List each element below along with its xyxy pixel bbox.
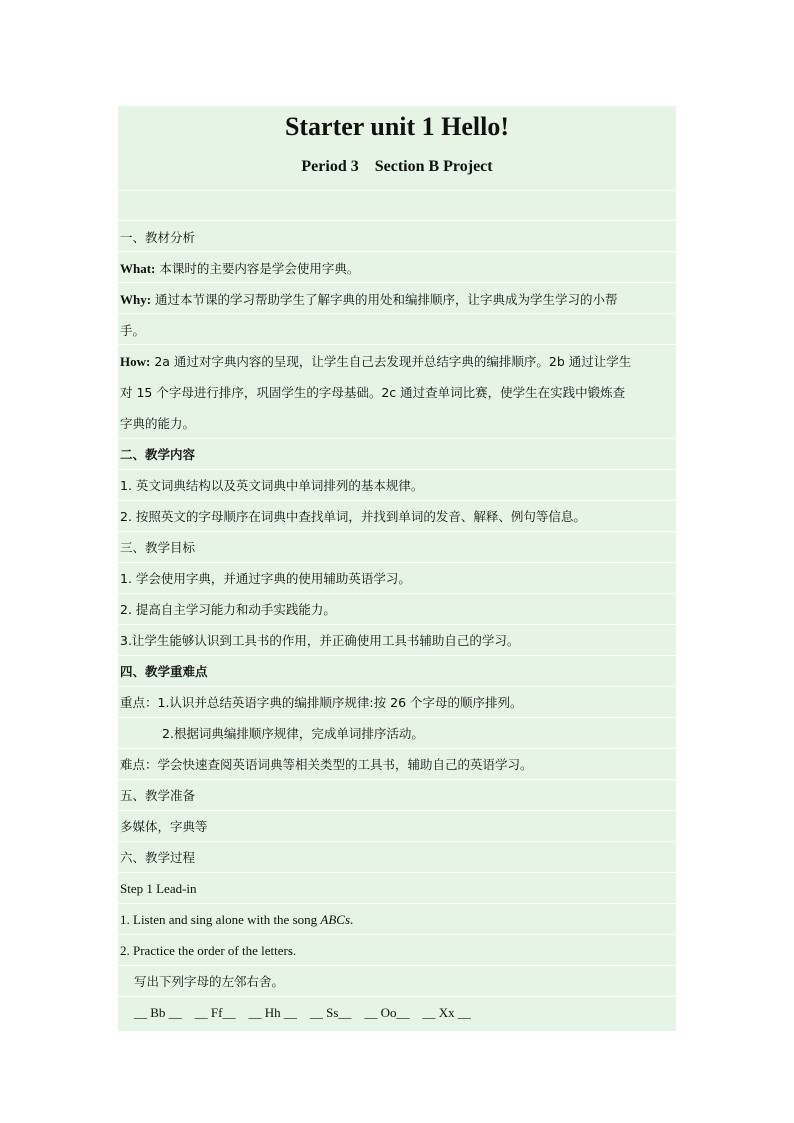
song-title: ABCs xyxy=(320,912,351,927)
row-divider xyxy=(118,717,676,718)
what-text: 本课时的主要内容是学会使用字典。 xyxy=(155,261,360,276)
row-divider xyxy=(118,500,676,501)
step1-item-1-suffix: . xyxy=(350,912,354,927)
letter-instruction: 写出下列字母的左邻右舍。 xyxy=(134,974,285,989)
step1-item-1-prefix: 1. Listen and sing alone with the song xyxy=(120,912,321,927)
section5-content: 多媒体，字典等 xyxy=(120,819,208,834)
row-divider xyxy=(118,251,676,252)
section4-heading: 四、教学重难点 xyxy=(120,664,208,679)
how-line xyxy=(120,353,676,372)
row-divider xyxy=(118,872,676,873)
row-divider xyxy=(118,313,676,314)
row-divider xyxy=(118,282,676,283)
row-divider xyxy=(118,903,676,904)
row-divider xyxy=(118,469,676,470)
row-divider xyxy=(118,438,676,439)
how-text-3: 字典的能力。 xyxy=(120,416,196,431)
why-text: 通过本节课的学习帮助学生了解字典的用处和编排顺序，让字典成为学生学习的小帮 xyxy=(151,292,618,307)
section1-heading: 一、教材分析 xyxy=(120,230,196,245)
why-line xyxy=(120,291,676,310)
why-text-continued: 手。 xyxy=(120,323,146,338)
row-divider xyxy=(118,810,676,811)
what-label: What: xyxy=(120,261,156,276)
why-label: Why: xyxy=(120,292,152,307)
section2-item-2: 2. 按照英文的字母顺序在词典中查找单词，并找到单词的发音、解释、例句等信息。 xyxy=(120,509,586,524)
row-divider xyxy=(118,190,676,191)
row-divider xyxy=(118,562,676,563)
row-divider xyxy=(118,220,676,221)
section2-item-1: 1. 英文词典结构以及英文词典中单词排列的基本规律。 xyxy=(120,478,424,493)
section6-heading: 六、教学过程 xyxy=(120,850,196,865)
section3-item-1: 1. 学会使用字典，并通过字典的使用辅助英语学习。 xyxy=(120,571,411,586)
section3-heading: 三、教学目标 xyxy=(120,540,196,555)
document-page xyxy=(118,106,676,1031)
section3-item-3: 3.让学生能够认识到工具书的作用，并正确使用工具书辅助自己的学习。 xyxy=(120,633,520,648)
section2-heading: 二、教学内容 xyxy=(120,447,196,462)
row-divider xyxy=(118,593,676,594)
page-subtitle: Period 3 Section B Project xyxy=(301,158,493,175)
row-divider xyxy=(118,841,676,842)
row-divider xyxy=(118,748,676,749)
step1-title: Step 1 Lead-in xyxy=(120,881,197,896)
how-text-2: 对 15 个字母进行排序，巩固学生的字母基础。2c 通过查单词比赛，使学生在实践中锻炼查 xyxy=(120,385,626,400)
page-title: Starter unit 1 Hello! xyxy=(284,112,510,141)
letter-exercise: __ Bb __ __ Ff__ __ Hh __ __ Ss__ __ Oo__ __ Xx __ xyxy=(134,1005,471,1020)
row-divider xyxy=(118,344,676,345)
step1-item-1 xyxy=(120,911,676,929)
what-line xyxy=(120,260,676,279)
section5-heading: 五、教学准备 xyxy=(120,788,196,803)
row-divider xyxy=(118,655,676,656)
difficult-point: 难点：学会快速查阅英语词典等相关类型的工具书，辅助自己的英语学习。 xyxy=(120,757,533,772)
row-divider xyxy=(118,531,676,532)
row-divider xyxy=(118,624,676,625)
key-point-1: 重点：1.认识并总结英语字典的编排顺序规律:按 26 个字母的顺序排列。 xyxy=(120,695,523,710)
row-divider xyxy=(118,686,676,687)
row-divider xyxy=(118,996,676,997)
section3-item-2: 2. 提高自主学习能力和动手实践能力。 xyxy=(120,602,336,617)
row-divider xyxy=(118,779,676,780)
how-label: How: xyxy=(120,354,151,369)
step1-item-2: 2. Practice the order of the letters. xyxy=(120,943,297,958)
how-text: 2a 通过对字典内容的呈现，让学生自己去发现并总结字典的编排顺序。2b 通过让学生 xyxy=(150,354,632,369)
row-divider xyxy=(118,965,676,966)
key-point-2: 2.根据词典编排顺序规律，完成单词排序活动。 xyxy=(162,726,424,741)
row-divider xyxy=(118,934,676,935)
